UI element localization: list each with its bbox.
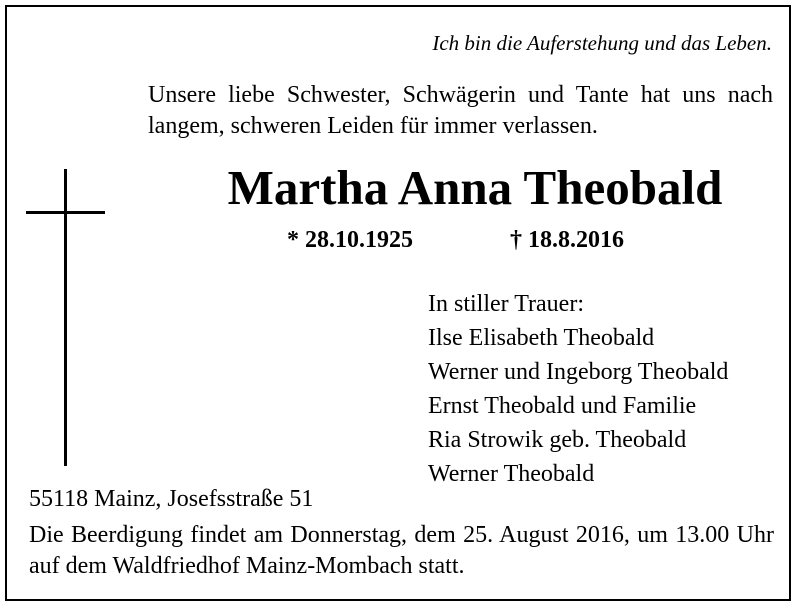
mourner-name: Ria Strowik geb. Theobald (428, 427, 687, 453)
funeral-notice: Die Beerdigung findet am Donnerstag, dem 25. August 2016, um 13.00 Uhr auf dem Waldfriedhof Mainz-Mombach statt. (29, 522, 774, 579)
mourners-heading: In stiller Trauer: (428, 291, 584, 317)
mourner-name: Ilse Elisabeth Theobald (428, 325, 655, 351)
death-date: † 18.8.2016 (510, 227, 624, 253)
mourner-name: Werner und Ingeborg Theobald (428, 359, 729, 385)
mourner-name: Werner Theobald (428, 461, 595, 487)
address: 55118 Mainz, Josefsstraße 51 (29, 486, 314, 512)
deceased-name: Martha Anna Theobald (227, 160, 723, 215)
birth-date: * 28.10.1925 (287, 227, 413, 253)
mourner-name: Ernst Theobald und Familie (428, 393, 697, 419)
intro-text: Unsere liebe Schwester, Schwägerin und Tante hat uns nach langem, schweren Leiden für immer verlassen. (148, 82, 773, 139)
cross-horizontal-bar (26, 211, 105, 214)
mourners-block (428, 287, 728, 491)
motto: Ich bin die Auferstehung und das Leben. (432, 31, 772, 55)
